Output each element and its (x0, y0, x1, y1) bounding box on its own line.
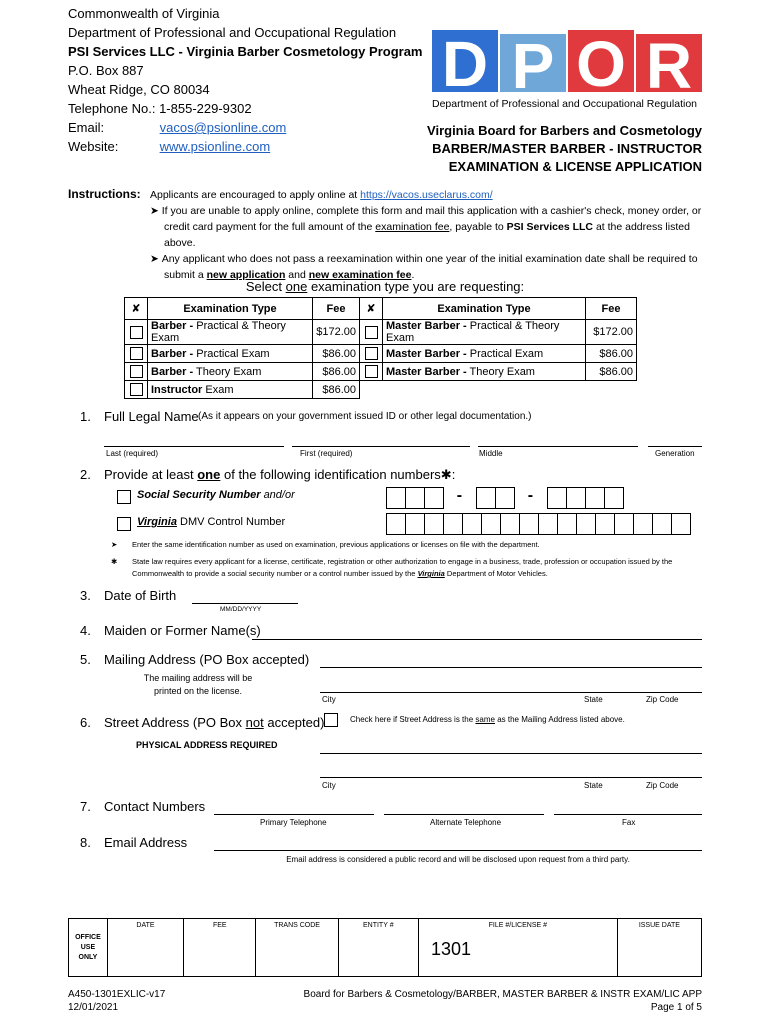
mailing-note (130, 672, 266, 698)
website-link[interactable]: www.psionline.com (159, 139, 271, 154)
dob-field[interactable] (192, 603, 298, 604)
ssn-label: Social Security Number (137, 489, 261, 501)
website-label: Website: (68, 139, 119, 154)
arrow-bullet-icon: ➤ (150, 253, 162, 265)
bullet1-text-a: If you are unable to apply online, complete this form and mail this application with a cashier's check, money order, or credit card payment for the full amount of the (161, 205, 702, 233)
exam-checkbox-barber-t[interactable] (125, 363, 148, 381)
primary-phone-field[interactable] (214, 814, 374, 815)
footer-form-id: A450-1301EXLIC-v17 (68, 989, 166, 1000)
ssn-andor: and/or (263, 489, 295, 501)
bullet2-end: . (411, 269, 415, 281)
office-entity-cell: ENTITY # (338, 919, 418, 977)
title-line2: BARBER/MASTER BARBER - INSTRUCTOR (432, 141, 702, 156)
logo-caption: Department of Professional and Occupational Regulation (432, 98, 697, 110)
footer-left (68, 988, 165, 1014)
exam-checkbox-master-p[interactable] (360, 345, 383, 363)
dpor-logo-mark (432, 30, 702, 110)
first-name-field[interactable] (292, 446, 470, 447)
q2-note-2 (111, 556, 706, 580)
q6-label-not: not (245, 715, 264, 730)
logo-letter-p: P (511, 30, 555, 102)
alternate-phone-caption: Alternate Telephone (430, 818, 502, 827)
exam-checkbox-instructor[interactable] (125, 381, 148, 399)
phone-value: 1-855-229-9302 (159, 101, 252, 116)
col-type: Examination Type (148, 298, 313, 320)
q6-label-b: accepted) (267, 715, 325, 730)
col-fee: Fee (586, 298, 637, 320)
exam-type-instructor: Instructor Exam (148, 381, 313, 399)
ssn-label-row (137, 489, 295, 501)
exam-type-barber-p: Barber - Practical Exam (148, 345, 313, 363)
exam-fee: $86.00 (313, 363, 360, 381)
exam-type-master-pt: Master Barber - Practical & Theory Exam (383, 320, 586, 345)
dmv-label: DMV Control Number (180, 516, 286, 528)
dmv-label-row (137, 516, 285, 528)
online-url-link[interactable]: https://vacos.useclarus.com/ (360, 189, 493, 201)
header-line3: PSI Services LLC - Virginia Barber Cosmetology Program (68, 44, 423, 59)
footer-page: Page 1 of 5 (650, 1002, 702, 1013)
q1-label: Full Legal Name (104, 409, 199, 424)
q8-label: Email Address (104, 835, 188, 850)
office-use-label: OFFICE USE ONLY (69, 919, 108, 977)
q3-number: 3. (80, 588, 91, 603)
exam-fee: $86.00 (313, 345, 360, 363)
header-line2: Department of Professional and Occupational Regulation (68, 25, 397, 40)
office-trans-cell: TRANS CODE (256, 919, 338, 977)
logo-letter-d: D (441, 30, 489, 100)
middle-name-caption: Middle (479, 449, 503, 458)
office-use-table (68, 918, 702, 977)
street-zip-caption: Zip Code (646, 781, 679, 790)
first-name-caption: First (required) (300, 449, 353, 458)
fee-row (125, 381, 637, 399)
office-file-cell: FILE #/LICENSE # 1301 (418, 919, 617, 977)
header-line1: Commonwealth of Virginia (68, 6, 220, 21)
intro-text: Applicants are encouraged to apply online at (150, 189, 358, 201)
q2-label (104, 467, 455, 483)
instructions-intro (150, 187, 702, 203)
ssn-input[interactable] (386, 487, 623, 514)
check-text-a: Check here if Street Address is the (350, 715, 474, 724)
q2-number: 2. (80, 467, 91, 482)
mailing-street-field[interactable] (320, 667, 702, 668)
bullet1-text-b: , payable to (449, 221, 504, 233)
q1-note: (As it appears on your government issued ID or other legal documentation.) (198, 411, 532, 422)
instructions-label: Instructions: (68, 187, 141, 201)
exam-checkbox-master-t[interactable] (360, 363, 383, 381)
instruction-bullet-1 (150, 203, 702, 251)
mailing-state-caption: State (584, 695, 603, 704)
bullet1-text-c: at the address listed above. (164, 221, 690, 249)
street-city-field[interactable] (320, 777, 702, 778)
q6-number: 6. (80, 715, 91, 730)
form-title (427, 122, 702, 176)
check-text-b: as the Mailing Address listed above. (497, 715, 625, 724)
instructions-body (150, 187, 702, 283)
office-issue-cell: ISSUE DATE (617, 919, 701, 977)
exam-fee: $86.00 (586, 363, 637, 381)
asterisk-icon: ✱ (111, 557, 118, 566)
ssn-dash: - (527, 487, 534, 504)
fee-row (125, 345, 637, 363)
fee-table-header (125, 298, 637, 320)
logo-letter-r: R (645, 30, 693, 102)
last-name-caption: Last (required) (106, 449, 159, 458)
q4-label: Maiden or Former Name(s) (104, 623, 261, 638)
q2-note1-text: Enter the same identification number as used on examination, previous applications or licenses on file with the department. (132, 540, 540, 549)
bullet2-new-application: new application (206, 269, 286, 281)
mailing-note-line1: The mailing address will be (143, 673, 253, 683)
q2-label-a: Provide at least (104, 467, 194, 482)
exam-fee-table (124, 297, 637, 399)
phone-label: Telephone No.: (68, 101, 156, 116)
q7-label: Contact Numbers (104, 799, 206, 814)
ssn-dash: - (456, 487, 463, 504)
col-fee: Fee (313, 298, 360, 320)
q3-label: Date of Birth (104, 588, 177, 603)
exam-checkbox-master-pt[interactable] (360, 320, 383, 345)
same-address-checkbox[interactable] (324, 713, 338, 727)
exam-type-barber-t: Barber - Theory Exam (148, 363, 313, 381)
title-line3: EXAMINATION & LICENSE APPLICATION (448, 159, 702, 174)
asterisk-icon: ✱ (440, 467, 452, 482)
alternate-phone-field[interactable] (384, 814, 544, 815)
exam-checkbox-barber-p[interactable] (125, 345, 148, 363)
check-text-same: same (475, 715, 495, 724)
street-city-caption: City (322, 781, 336, 790)
col-mark-icon: ✘ (125, 298, 148, 320)
title-line1: Virginia Board for Barbers and Cosmetology (427, 123, 702, 138)
mailing-city-caption: City (322, 695, 336, 704)
header-email-row (68, 118, 422, 137)
exam-fee: $172.00 (586, 320, 637, 345)
email-public-note: Email address is considered a public record and will be disclosed upon request from a third party. (286, 855, 630, 864)
heading-one: one (285, 279, 308, 294)
mailing-zip-caption: Zip Code (646, 695, 679, 704)
street-address-field[interactable] (320, 753, 702, 754)
street-state-caption: State (584, 781, 603, 790)
dmv-checkbox[interactable] (117, 517, 131, 531)
footer-right (304, 988, 702, 1014)
q2-note2-text-b: Department of Motor Vehicles. (446, 569, 548, 578)
q5-number: 5. (80, 652, 91, 667)
bullet1-psi: PSI Services LLC (506, 221, 594, 233)
email-label: Email: (68, 120, 105, 135)
bullet2-and: and (288, 269, 306, 281)
fax-field[interactable] (554, 814, 702, 815)
header-line4: P.O. Box 887 (68, 63, 144, 78)
arrow-bullet-icon: ➤ (111, 540, 118, 549)
dpor-logo (432, 30, 702, 110)
dmv-virginia: Virginia (137, 516, 177, 528)
logo-letter-o: O (576, 30, 626, 100)
header-website-row (68, 137, 422, 156)
exam-fee: $172.00 (313, 320, 360, 345)
physical-address-required: PHYSICAL ADDRESS REQUIRED (136, 740, 278, 750)
email-address-field[interactable] (214, 850, 702, 851)
exam-type-master-t: Master Barber - Theory Exam (383, 363, 586, 381)
heading-b: examination type you are requesting: (310, 279, 525, 294)
primary-phone-caption: Primary Telephone (260, 818, 327, 827)
footer-date: 12/01/2021 (68, 1002, 119, 1013)
col-type: Examination Type (383, 298, 586, 320)
heading-a: Select (245, 279, 282, 294)
maiden-name-field[interactable] (252, 639, 702, 640)
generation-field[interactable] (648, 446, 702, 447)
exam-type-barber-pt: Barber - Practical & Theory Exam (148, 320, 313, 345)
header-phone-row (68, 99, 422, 118)
q8-number: 8. (80, 835, 91, 850)
dob-hint: MM/DD/YYYY (220, 606, 262, 613)
fee-row (125, 363, 637, 381)
ssn-checkbox[interactable] (117, 490, 131, 504)
q2-note2-text-a: State law requires every applicant for a license, certificate, registration or other authorization to engage in a business, trade, profession or occupation issued by the Commonwealth to provide a social security number or a control number issued by the (132, 557, 673, 578)
generation-caption: Generation (655, 449, 695, 458)
bullet2-new-fee: new examination fee (308, 269, 412, 281)
q7-number: 7. (80, 799, 91, 814)
q6-label-a: Street Address (PO Box (104, 715, 243, 730)
bullet2-text-a: Any applicant who does not pass a reexamination within one year of the initial examination date shall be required to submit a (161, 253, 698, 281)
email-link[interactable]: vacos@psionline.com (159, 120, 287, 135)
mailing-note-line2: printed on the license. (153, 686, 243, 696)
same-address-label (350, 715, 625, 724)
q2-label-one: one (197, 467, 221, 482)
office-date-cell: DATE (107, 919, 183, 977)
arrow-bullet-icon: ➤ (150, 205, 162, 217)
exam-type-master-p: Master Barber - Practical Exam (383, 345, 586, 363)
q2-colon: : (451, 467, 456, 482)
bullet1-fee: examination fee (375, 221, 450, 233)
q2-note-1 (111, 540, 706, 549)
exam-checkbox-barber-pt[interactable] (125, 320, 148, 345)
header-line5: Wheat Ridge, CO 80034 (68, 82, 210, 97)
fee-row (125, 320, 637, 345)
q6-label (104, 715, 324, 730)
q2-label-b: of the following identification numbers (223, 467, 441, 482)
exam-select-heading (0, 279, 770, 294)
q1-number: 1. (80, 409, 91, 424)
q2-note2-virginia: Virginia (417, 569, 445, 578)
file-license-number: 1301 (430, 939, 471, 959)
office-fee-cell: FEE (184, 919, 256, 977)
middle-name-field[interactable] (478, 446, 638, 447)
fax-caption: Fax (622, 818, 636, 827)
q5-label: Mailing Address (PO Box accepted) (104, 652, 310, 667)
q4-number: 4. (80, 623, 91, 638)
col-mark-icon: ✘ (360, 298, 383, 320)
mailing-city-field[interactable] (320, 692, 702, 693)
last-name-field[interactable] (104, 446, 284, 447)
agency-header (68, 4, 422, 156)
exam-fee: $86.00 (586, 345, 637, 363)
dmv-input[interactable] (386, 513, 690, 540)
footer-title: Board for Barbers & Cosmetology/BARBER, MASTER BARBER & INSTR EXAM/LIC APP (303, 989, 702, 1000)
exam-fee: $86.00 (313, 381, 360, 399)
